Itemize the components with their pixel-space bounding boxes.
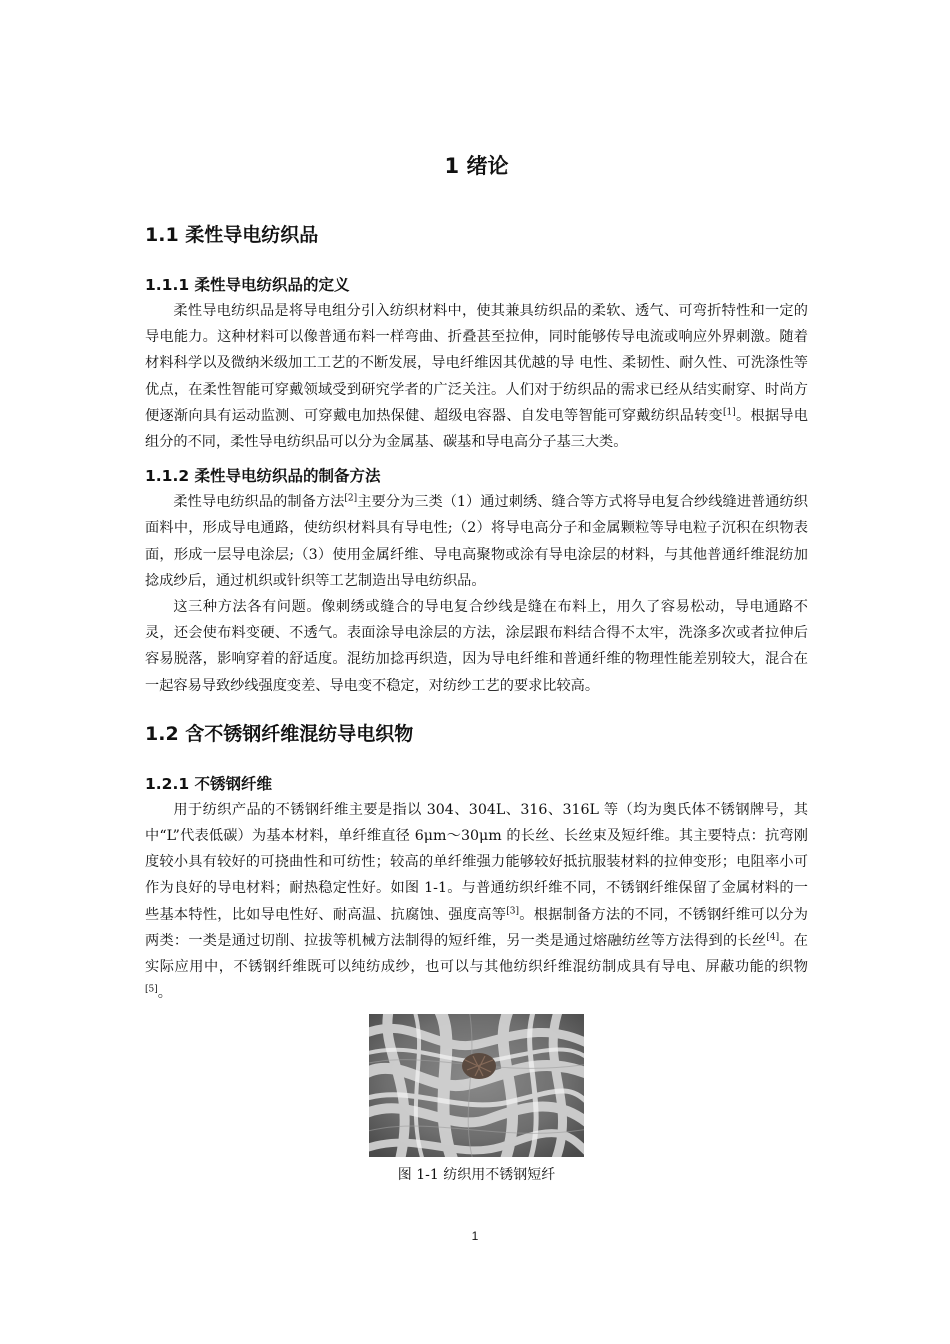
figure-1-1	[369, 1014, 584, 1187]
paragraph-problems: 这三种方法各有问题。像刺绣或缝合的导电复合纱线是缝在布料上，用久了容易松动，导电通路不灵，还会使布料变硬、不透气。表面涂导电涂层的方法，涂层跟布料结合得不太牢，洗涤多次或者拉伸后容易脱落，影响穿着的舒适度。混纺加捻再织造，因为导电纤维和普通纤维的物理性能差别较大，混合在一起容易导致纱线强度变差、导电变不稳定，对纺纱工艺的要求比较高。	[145, 599, 808, 694]
paragraph-definition: 柔性导电纺织品是将导电组分引入纺织材料中，使其兼具纺织品的柔软、透气、可弯折特性和一定的导电能力。这种材料可以像普通布料一样弯曲、折叠甚至拉伸，同时能够传导电流或响应外界刺激。随着材料科学以及微纳米级加工工艺的不断发展，导电纤维因其优越的导 电性、柔韧性、耐久性、可洗涤性等优点，在柔性智能可穿戴领域受到研究学者的广泛关注。人们对于纺织品的需求已经从结实耐穿、时尚方便逐渐向具有运动监测、可穿戴电加热保健、超级电容器、自发电等智能可穿戴纺织品转变[1]。根据导电组分的不同，柔性导电纺织品可以分为金属基、碳基和导电高分子基三大类。	[145, 303, 808, 451]
citation-ref: [4]	[766, 932, 780, 943]
paragraph-methods: 柔性导电纺织品的制备方法[2]主要分为三类（1）通过刺绣、缝合等方式将导电复合纱线缝进普通纺织面料中，形成导电通路，使纺织材料具有导电性;（2）将导电高分子和金属颗粒等导电粒子沉积在织物表面，形成一层导电涂层;（3）使用金属纤维、导电高聚物或涂有导电涂层的材料，与其他普通纤维混纺加捻成纱后，通过机织或针织等工艺制造出导电纺织品。	[145, 493, 808, 589]
figure-caption: 图 1-1 纺织用不锈钢短纤	[397, 1167, 556, 1184]
citation-ref: [3]	[506, 905, 519, 916]
chapter-title: 1 绪论	[444, 154, 509, 178]
section-title-1-1: 1.1 柔性导电纺织品	[145, 224, 319, 246]
subsection-title-1-2-1: 1.2.1 不锈钢纤维	[145, 774, 273, 793]
subsection-title-1-1-2: 1.1.2 柔性导电纺织品的制备方法	[145, 467, 381, 486]
citation-ref: [5]	[145, 984, 158, 995]
subsection-title-1-1-1: 1.1.1 柔性导电纺织品的定义	[145, 276, 350, 294]
citation-ref: [2]	[344, 493, 358, 504]
paragraph-stainless-fiber: 用于纺织产品的不锈钢纤维主要是指以 304、304L、316、316L 等（均为奥氏体不锈钢牌号，其中“L”代表低碳）为基本材料，单纤维直径 6μm～30μm 的长丝、长丝束及短纤维。其主要特点：抗弯刚度较小具有较好的可挠曲性和可纺性；较高的单纤维强力能够较好抵抗服装材料的拉伸变形；电阻率小可作为良好的导电材料；耐热稳定性好。如图 1-1。与普通纺织纤维不同，不锈钢纤维保留了金属材料的一些基本特性，比如导电性好、耐高温、抗腐蚀、强度高等[3]。根据制备方法的不同，不锈钢纤维可以分为两类：一类是通过切削、拉拔等机械方法制得的短纤维，另一类是通过熔融纺丝等方法得到的长丝[4]。在实际应用中，不锈钢纤维既可以纯纺成纱，也可以与其他纺织纤维混纺制成具有导电、屏蔽功能的织物[5]。	[145, 801, 808, 1002]
page-content	[145, 148, 808, 1187]
stainless-steel-fiber-photo	[369, 1014, 584, 1157]
citation-ref: [1]	[722, 407, 736, 418]
page-number: 1	[471, 1229, 479, 1243]
section-title-1-2: 1.2 含不锈钢纤维混纺导电织物	[145, 722, 414, 745]
